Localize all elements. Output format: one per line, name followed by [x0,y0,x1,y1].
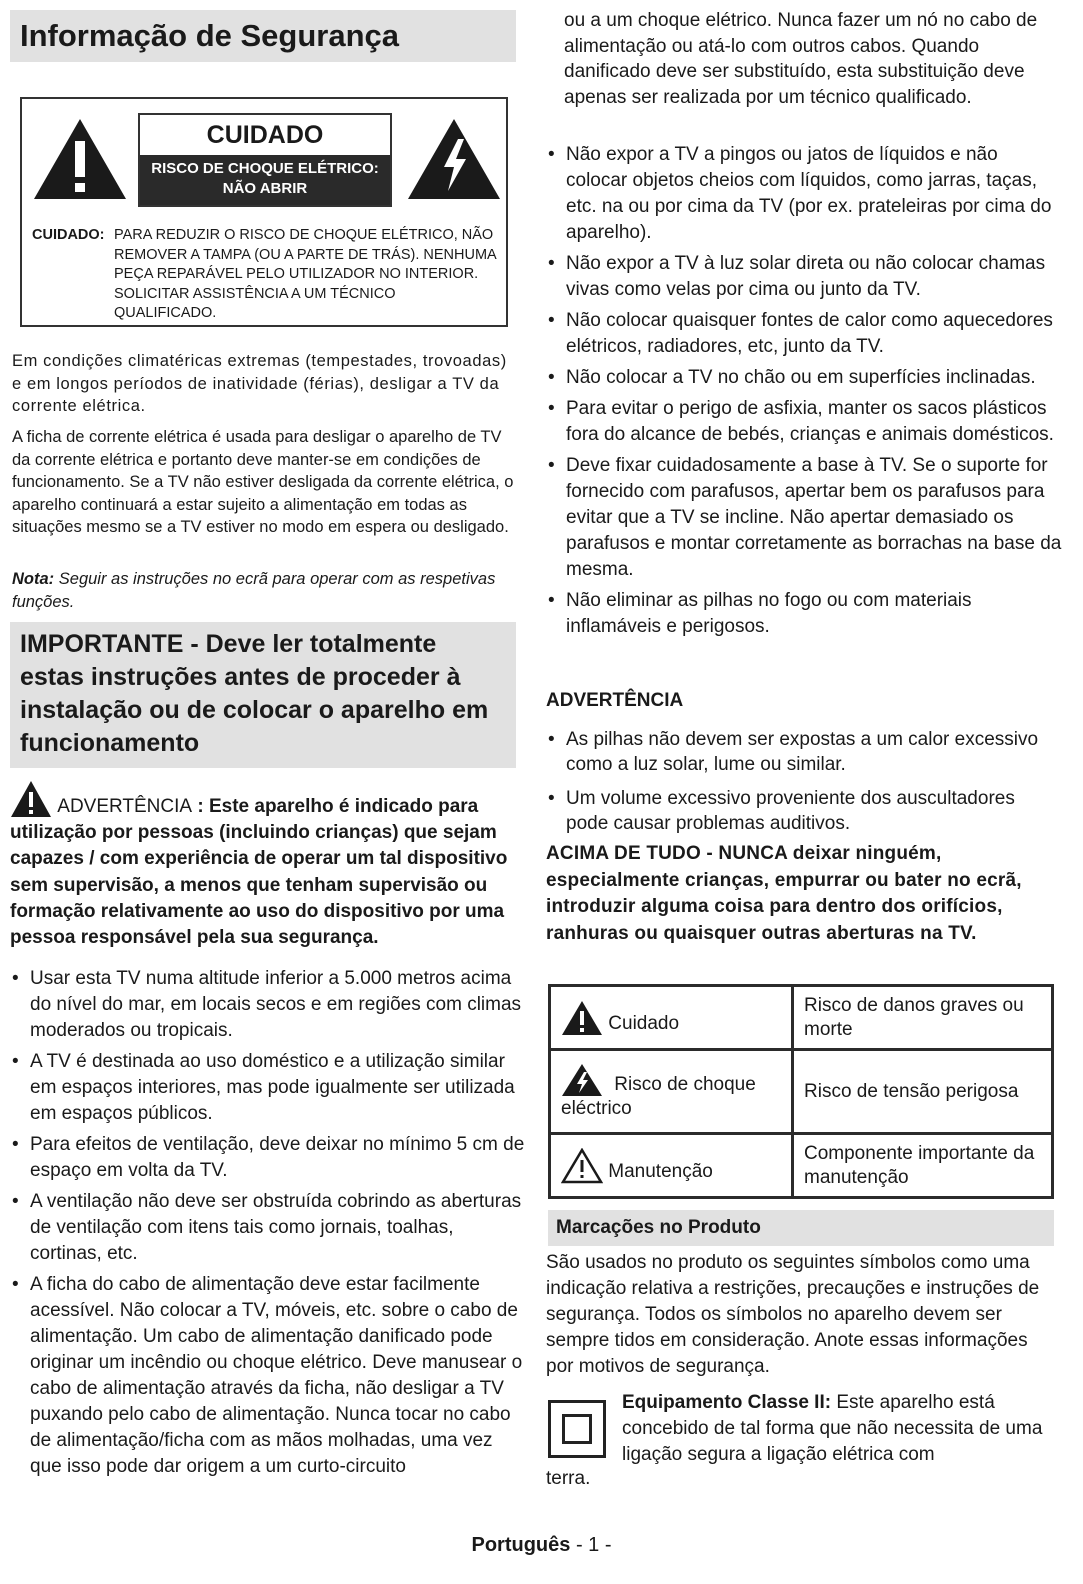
list-item: • Usar esta TV numa altitude inferior a 5.000 metros acima do nível do mar, em locais secos e em regiões com climas moderados ou tropicais. [10,966,528,1044]
climate-paragraph: Em condições climatéricas extremas (tempestades, trovoadas) e em longos períodos de inatividade (férias), desligar a TV da corrente elétrica. [12,352,507,415]
caution-panel [138,113,392,207]
plug-paragraph: A ficha de corrente elétrica é usada para desligar o aparelho de TV da corrente elétrica e portanto deve manter-se em condições de funcionamento. Se a TV não estiver desligada da corrente elétrica, o aparelho continuará a estar sujeito a alimentação em todas as situações mesmo se a TV estiver no modo em espera ou desligado. [12,428,514,536]
table-row [550,1050,1053,1134]
advertencia-list [546,727,1062,845]
footer-page-number: - 1 - [570,1534,612,1556]
symbols-table [548,984,1054,1199]
continuation-paragraph: ou a um choque elétrico. Nunca fazer um nó no cabo de alimentação ou atá-lo com outros cabos. Quando danificado deve ser substituído, esta substituição deve apenas ser realizada por um técnico qualificado. [564,10,1038,108]
list-item: • Para evitar o perigo de asfixia, manter os sacos plásticos fora do alcance de bebés, crianças e animais domésticos. [546,396,1062,448]
footer-language: Português [471,1534,571,1556]
symbol-label: Risco de choque [614,1073,756,1095]
caution-note-label: CUIDADO: [32,227,105,243]
warning-text: : Este aparelho é indicado para utilização por pessoas (incluindo crianças) que sejam capazes / com experiência de operar um tal dispositivo sem supervisão, a menos que tenham supervisão ou formação relativamente ao uso do dispositivo por uma pessoa responsável pela sua segurança. [10,796,508,949]
shock-triangle-icon [561,1063,603,1097]
markings-paragraph: São usados no produto os seguintes símbolos como uma indicação relativa a restrições, precauções e instruções de segurança. Todos os símbolos no aparelho devem ser sempre tidos em consideração. Anote essas informações por motivos de segurança. [546,1252,1040,1377]
note-text: Seguir as instruções no ecrã para operar com as respetivas funções. [12,570,496,611]
list-item: • Não eliminar as pilhas no fogo ou com materiais inflamáveis e perigosos. [546,588,1062,640]
list-item: • Para efeitos de ventilação, deve deixar no mínimo 5 cm de espaço em volta da TV. [10,1132,528,1184]
list-item: • A TV é destinada ao uso doméstico e a utilização similar em espaços interiores, mas pode igualmente ser utilizada em espaços públicos. [10,1049,528,1127]
outline-warning-icon [561,1148,603,1184]
caution-note [32,226,498,324]
note-paragraph [12,568,514,613]
important-heading: IMPORTANTE - Deve ler totalmente estas instruções antes de proceder à instalação ou de colocar o aparelho em funcionamento [10,622,516,768]
warning-triangle-icon [561,1000,603,1036]
list-item: • Não expor a TV à luz solar direta ou não colocar chamas vivas como velas por cima ou junto da TV. [546,251,1062,303]
class2-double-square-icon [548,1400,606,1458]
list-item: • As pilhas não devem ser expostas a um calor excessivo como a luz solar, lume ou similar. [546,727,1062,777]
symbol-description: Risco de danos graves ou morte [793,986,1053,1050]
symbol-description: Componente importante da manutenção [793,1134,1053,1198]
advertencia-heading: ADVERTÊNCIA [546,690,684,711]
symbol-cell [550,1134,793,1198]
list-item: • A ventilação não deve ser obstruída cobrindo as aberturas de ventilação com itens tais como jornais, toalhas, cortinas, etc. [10,1189,528,1267]
symbol-cell [550,1050,793,1134]
warning-paragraph [10,780,518,951]
class2-title: Equipamento Classe II: [622,1392,832,1413]
symbol-description: Risco de tensão perigosa [793,1050,1053,1134]
warning-triangle-icon [10,780,52,818]
class2-tail: terra. [546,1468,591,1489]
class2-description: Este aparelho está concebido de tal forma que não necessita de uma ligação segura a ligação elétrica com [622,1392,1043,1465]
list-item: • Um volume excessivo proveniente dos auscultadores pode causar problemas auditivos. [546,786,1062,836]
caution-label-box [20,97,508,327]
table-row [550,1134,1053,1198]
symbol-cell [550,986,793,1050]
caution-note-text: PARA REDUZIR O RISCO DE CHOQUE ELÉTRICO, NÃO REMOVER A TAMPA (OU A PARTE DE TRÁS). NENHUMA PEÇA REPARÁVEL PELO UTILIZADOR NO INTERIOR. SOLICITAR ASSISTÊNCIA A UM TÉCNICO QUALIFICADO. [114,227,496,321]
list-item: • Não colocar a TV no chão ou em superfícies inclinadas. [546,365,1062,391]
class2-block [546,1392,1058,1489]
caution-heading: CUIDADO [206,121,324,149]
list-item: • Não expor a TV a pingos ou jatos de líquidos e não colocar objetos cheios com líquidos, como jarras, taças, etc. na ou por cima da TV (por ex. prateleiras por cima do aparelho). [546,142,1062,246]
note-label: Nota: [12,570,55,588]
warning-lead: ADVERTÊNCIA [57,796,193,817]
shock-warning-band [140,155,390,205]
table-row [550,986,1053,1050]
list-item: • A ficha do cabo de alimentação deve estar facilmente acessível. Não colocar a TV, móveis, etc. sobre o cabo de alimentação. Um cabo de alimentação danificado pode originar um incêndio ou choque elétrico. Deve manusear o cabo de alimentação através da ficha, não desligar a TV puxando pelo cabo de alimentação. Nunca tocar no cabo de alimentação/ficha com as mãos molhadas, uma vez que isso pode dar origem a um curto-circuito [10,1272,528,1480]
shock-line-2: NÃO ABRIR [222,180,308,197]
class2-text [622,1390,1058,1468]
left-bullet-list [10,966,528,1485]
shock-line-1: RISCO DE CHOQUE ELÉTRICO: [151,160,379,177]
page-title: Informação de Segurança [10,10,516,62]
top-warning-paragraph: ACIMA DE TUDO - NUNCA deixar ninguém, especialmente crianças, empurrar ou bater no ecrã, introduzir alguma coisa para dentro dos orifícios, ranhuras ou quaisquer outras aberturas na TV. [546,843,1022,944]
markings-heading: Marcações no Produto [548,1210,1054,1246]
page-footer [0,1534,1083,1557]
symbol-label: eléctrico [561,1097,632,1119]
warning-triangle-icon [32,117,128,201]
right-bullet-list [546,142,1062,645]
symbol-label: Cuidado [608,1012,680,1034]
list-item: • Não colocar quaisquer fontes de calor como aquecedores elétricos, radiadores, etc, junto da TV. [546,308,1062,360]
list-item: • Deve fixar cuidadosamente a base à TV. Se o suporte for fornecido com parafusos, apertar bem os parafusos para evitar que a TV se incline. Não apertar demasiado os parafusos e montar corretamente as borrachas na base da mesma. [546,453,1062,583]
lightning-triangle-icon [406,117,502,201]
symbol-label: Manutenção [608,1160,713,1182]
